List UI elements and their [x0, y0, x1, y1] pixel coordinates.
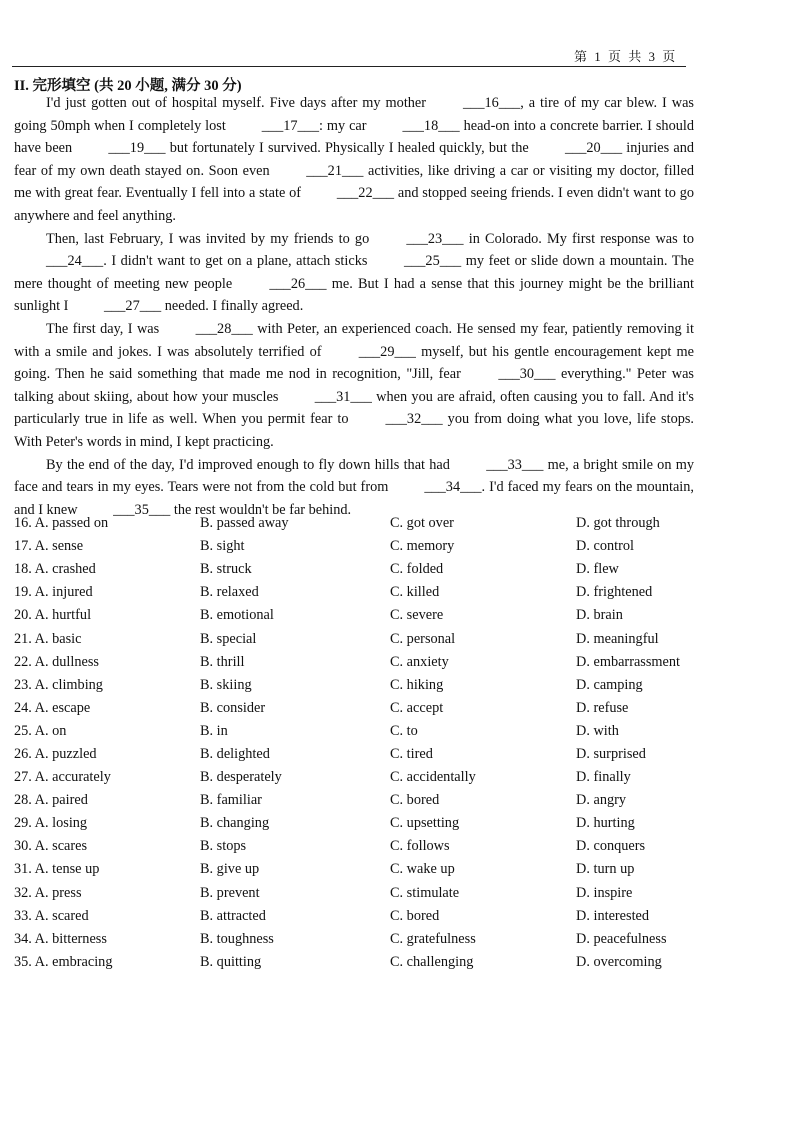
option-a: 29. A. losing [14, 815, 88, 832]
option-d: D. surprised [576, 745, 646, 762]
option-a: 28. A. paired [14, 792, 88, 809]
option-d: D. got through [576, 515, 660, 532]
option-b: B. delighted [200, 745, 270, 762]
option-c: C. accept [390, 699, 444, 716]
option-b: B. desperately [200, 769, 282, 786]
option-d: D. hurting [576, 815, 635, 832]
option-c: C. accidentally [390, 769, 476, 786]
option-c: C. personal [390, 630, 456, 647]
passage-text: when you are afraid, often causing you to fall. And it's particularly true in life as well. When you permit fear to [14, 388, 694, 428]
option-d: D. finally [576, 769, 631, 786]
option-b: B. attracted [200, 907, 266, 924]
blank-31: ___31___ [314, 388, 372, 405]
blank-32: ___32___ [385, 411, 443, 428]
option-b: B. familiar [200, 792, 262, 809]
option-b: B. toughness [200, 930, 274, 947]
passage-text: I'd just gotten out of hospital myself. Five days after my mother [46, 95, 432, 111]
passage-text: you from doing what you love, life stops. With Peter's words in mind, I kept practicing. [14, 411, 695, 450]
option-b: B. sight [200, 538, 245, 555]
option-b: B. prevent [200, 884, 260, 901]
option-d: D. conquers [576, 838, 646, 855]
option-c: C. wake up [390, 861, 455, 878]
option-a: 30. A. scares [14, 838, 88, 855]
option-row-29 [14, 812, 714, 835]
option-a: 17. A. sense [14, 538, 84, 555]
section-title: II. 完形填空 (共 20 小题, 满分 30 分) [14, 78, 242, 94]
blank-21: ___21___ [306, 162, 364, 179]
option-a: 25. A. on [14, 722, 67, 739]
option-a: 26. A. puzzled [14, 745, 97, 762]
blank-33: ___33___ [486, 456, 544, 473]
page-number-label: 第 1 页 共 3 页 [574, 49, 678, 64]
option-b: B. stops [200, 838, 247, 855]
option-a: 20. A. hurtful [14, 607, 92, 624]
option-row-27 [14, 766, 714, 789]
option-b: B. in [200, 722, 228, 739]
option-a: 16. A. passed on [14, 515, 109, 532]
option-d: D. angry [576, 792, 627, 809]
option-d: D. with [576, 722, 619, 739]
blank-27: ___27___ [103, 298, 162, 315]
option-row-20 [14, 604, 714, 627]
option-d: D. peacefulness [576, 930, 667, 947]
passage-paragraph [14, 228, 694, 318]
blank-20: ___20___ [564, 140, 623, 157]
option-row-18 [14, 558, 714, 581]
passage-text: . I didn't want to get on a plane, attach sticks [103, 253, 372, 270]
option-a: 24. A. escape [14, 699, 91, 716]
option-c: C. to [390, 722, 418, 739]
option-a: 19. A. injured [14, 584, 93, 601]
passage-text: with Peter, an experienced coach. He sensed my fear, patiently removing it with a smile and jokes. I was absolutely terrified of [14, 320, 694, 360]
passage-text: The first day, I was [46, 320, 164, 337]
option-d: D. turn up [576, 861, 635, 878]
blank-35: ___35___ [113, 501, 171, 518]
option-d: D. interested [576, 907, 650, 924]
option-d: D. overcoming [576, 953, 662, 970]
option-b: B. skiing [200, 676, 252, 693]
option-a: 23. A. climbing [14, 676, 103, 693]
option-d: D. meaningful [576, 630, 659, 647]
header-rule [12, 66, 686, 67]
option-a: 21. A. basic [14, 630, 82, 647]
option-c: C. hiking [390, 676, 444, 693]
option-row-22 [14, 651, 714, 674]
option-a: 22. A. dullness [14, 653, 99, 670]
option-a: 18. A. crashed [14, 561, 96, 578]
option-b: B. special [200, 630, 257, 647]
option-b: B. give up [200, 861, 260, 878]
option-row-28 [14, 789, 714, 812]
option-a: 27. A. accurately [14, 769, 111, 786]
passage-paragraph [14, 92, 694, 228]
passage-text: activities, like driving a car or visiting my doctor, filled me with great fear. Eventually I fell into a state of [14, 162, 694, 202]
option-row-31 [14, 858, 714, 881]
option-d: D. control [576, 538, 634, 555]
option-row-33 [14, 905, 714, 928]
option-b: B. struck [200, 561, 252, 578]
option-row-19 [14, 581, 714, 604]
passage-text: everything." Peter was talking about skiing, about how your muscles [14, 366, 694, 405]
option-c: C. stimulate [390, 884, 460, 901]
option-a: 34. A. bitterness [14, 930, 107, 947]
passage-text: needed. I finally agreed. [161, 298, 304, 315]
option-c: C. killed [390, 584, 440, 601]
option-b: B. thrill [200, 653, 245, 670]
option-b: B. passed away [200, 515, 289, 532]
option-c: C. upsetting [390, 815, 460, 832]
option-c: C. got over [390, 515, 454, 532]
blank-26: ___26___ [269, 275, 327, 292]
blank-22: ___22___ [336, 185, 395, 202]
option-c: C. memory [390, 538, 455, 555]
passage-text: in Colorado. My first response was to [463, 230, 694, 247]
option-d: D. frightened [576, 584, 653, 601]
option-row-26 [14, 743, 714, 766]
passage-text: me. But I had a sense that this journey might be the brilliant sunlight I [14, 275, 694, 315]
passage-text: injuries and fear of my own death stayed on. Soon even [14, 140, 695, 179]
option-c: C. gratefulness [390, 930, 476, 947]
passage-text: Then, last February, I was invited by my friends to go [46, 230, 375, 247]
blank-25: ___25___ [403, 253, 462, 270]
option-b: B. emotional [200, 607, 274, 624]
option-row-25 [14, 720, 714, 743]
passage-text: but fortunately I survived. Physically I healed quickly, but the [165, 140, 533, 157]
option-row-34 [14, 928, 714, 951]
option-row-24 [14, 697, 714, 720]
passage-text: myself, but his gentle encouragement kept me going. Then he said something that made me nod in recognition, "Jill, fear [14, 343, 694, 383]
option-c: C. severe [390, 607, 444, 624]
option-a: 31. A. tense up [14, 861, 100, 878]
option-row-21 [14, 627, 714, 650]
option-a: 32. A. press [14, 884, 82, 901]
option-row-35 [14, 951, 714, 974]
option-b: B. relaxed [200, 584, 259, 601]
option-a: 33. A. scared [14, 907, 89, 924]
passage-text: me, a bright smile on my face and tears in my eyes. Tears were not from the cold but from [14, 456, 694, 496]
passage-text: By the end of the day, I'd improved enough to fly down hills that had [46, 456, 455, 473]
option-row-17 [14, 535, 714, 558]
option-c: C. tired [390, 745, 433, 762]
blank-23: ___23___ [406, 230, 464, 247]
option-c: C. anxiety [390, 653, 449, 670]
blank-28: ___28___ [195, 320, 253, 337]
passage-paragraph [14, 318, 694, 454]
option-b: B. consider [200, 699, 266, 716]
passage-text: : my car [318, 117, 371, 134]
option-b: B. changing [200, 815, 270, 832]
passage-text: my feet or slide down a mountain. The mere thought of meeting new people [14, 253, 694, 292]
option-c: C. folded [390, 561, 444, 578]
option-a: 35. A. embracing [14, 953, 113, 970]
option-row-23 [14, 674, 714, 697]
blank-19: ___19___ [108, 140, 166, 157]
option-d: D. camping [576, 676, 643, 693]
option-d: D. refuse [576, 699, 629, 716]
options-table [14, 512, 714, 974]
blank-17: ___17___ [261, 117, 319, 134]
blank-30: ___30___ [498, 366, 556, 383]
blank-34: ___34___ [424, 479, 482, 496]
blank-29: ___29___ [358, 343, 416, 360]
passage-text: , a tire of my car blew. I was going 50mph when I completely lost [14, 95, 694, 134]
passage-text: . I'd faced my fears on the mountain, and I knew [14, 479, 694, 518]
passage-text: the rest wouldn't be far behind. [170, 501, 352, 518]
blank-18: ___18___ [402, 117, 460, 134]
option-d: D. flew [576, 561, 619, 578]
option-c: C. bored [390, 907, 440, 924]
option-c: C. challenging [390, 953, 474, 970]
option-row-30 [14, 835, 714, 858]
option-row-32 [14, 882, 714, 905]
option-d: D. brain [576, 607, 623, 624]
passage-text: head-on into a concrete barrier. I should have been [14, 117, 694, 157]
passage-text: and stopped seeing friends. I even didn't want to go anywhere and feel anything. [14, 185, 694, 224]
option-c: C. follows [390, 838, 450, 855]
option-d: D. inspire [576, 884, 633, 901]
option-b: B. quitting [200, 953, 262, 970]
option-d: D. embarrassment [576, 653, 681, 670]
option-row-16 [14, 512, 714, 535]
option-c: C. bored [390, 792, 440, 809]
blank-16: ___16___ [463, 95, 521, 111]
cloze-passage [14, 92, 694, 521]
blank-24: ___24___ [46, 253, 104, 270]
